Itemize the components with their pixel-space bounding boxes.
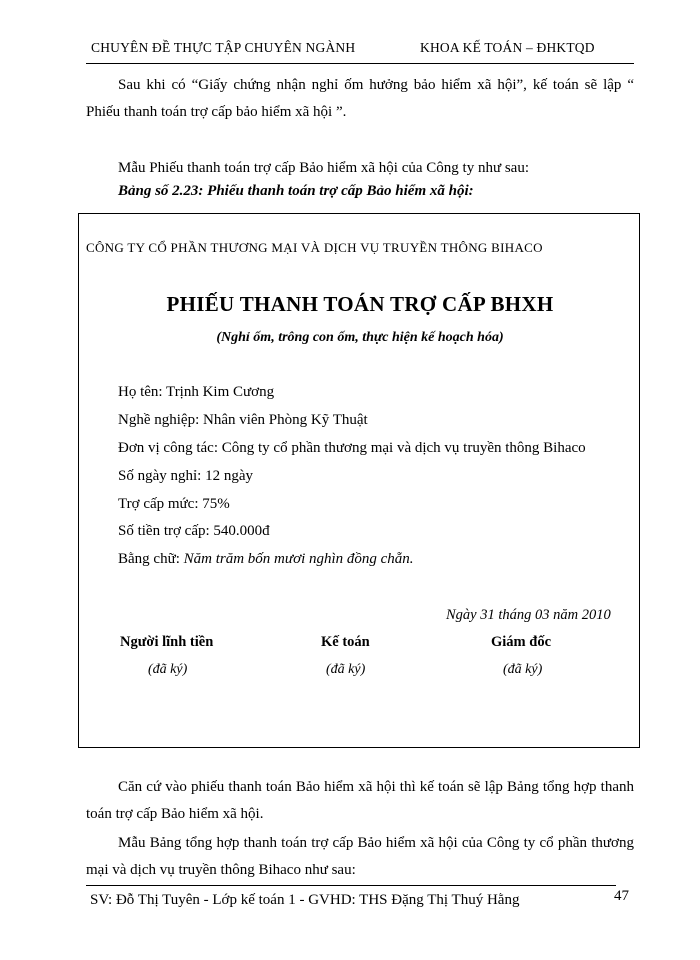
field-amount: Số tiền trợ cấp: 540.000đ	[118, 523, 270, 539]
intro-paragraph-1: Sau khi có “Giấy chứng nhận nghỉ ốm hưởng bảo hiểm xã hội”, kế toán sẽ lập “ Phiếu thanh toán trợ cấp bảo hiểm xã hội ”.	[86, 77, 634, 120]
form-subtitle: (Nghỉ ốm, trông con ốm, thực hiện kế hoạch hóa)	[216, 330, 504, 345]
outro-paragraph-2: Mẫu Bảng tổng hợp thanh toán trợ cấp Bảo hiểm xã hội của Công ty cổ phần thương mại và dịch vụ truyền thông Bihaco như sau:	[86, 835, 634, 878]
signature-note-director: (đã ký)	[503, 662, 543, 677]
field-in-words-value: Năm trăm bốn mươi nghìn đồng chẵn.	[183, 551, 414, 567]
field-in-words-label: Bằng chữ:	[118, 551, 184, 567]
field-days-off: Số ngày nghỉ: 12 ngày	[118, 468, 253, 484]
signature-note-accountant: (đã ký)	[326, 662, 366, 677]
header-right-title: KHOA KẾ TOÁN – ĐHKTQD	[420, 40, 595, 55]
form-date: Ngày 31 tháng 03 năm 2010	[446, 607, 611, 623]
footer-rule	[86, 885, 616, 886]
signature-title-recipient: Người lĩnh tiền	[120, 634, 214, 650]
form-title: PHIẾU THANH TOÁN TRỢ CẤP BHXH	[166, 292, 554, 316]
signature-title-accountant: Kế toán	[321, 634, 370, 650]
field-name: Họ tên: Trịnh Kim Cương	[118, 384, 275, 400]
field-rate: Trợ cấp mức: 75%	[118, 496, 230, 512]
field-occupation: Nghề nghiệp: Nhân viên Phòng Kỹ Thuật	[118, 412, 368, 428]
signature-title-director: Giám đốc	[491, 634, 552, 650]
outro-paragraph-1: Căn cứ vào phiếu thanh toán Bảo hiểm xã hội thì kế toán sẽ lập Bảng tổng hợp thanh toán trợ cấp Bảo hiểm xã hội.	[86, 779, 634, 822]
header-rule	[86, 63, 634, 64]
footer-student-info: SV: Đỗ Thị Tuyên - Lớp kế toán 1 - GVHD: THS Đặng Thị Thuý Hằng	[90, 892, 520, 908]
company-name: CÔNG TY CỔ PHẦN THƯƠNG MẠI VÀ DỊCH VỤ TRUYỀN THÔNG BIHACO	[86, 240, 543, 255]
field-workplace: Đơn vị công tác: Công ty cổ phần thương mại và dịch vụ truyền thông Bihaco	[118, 440, 586, 456]
header-left-title: CHUYÊN ĐỀ THỰC TẬP CHUYÊN NGÀNH	[91, 40, 356, 55]
table-caption: Bảng số 2.23: Phiếu thanh toán trợ cấp Bảo hiểm xã hội:	[118, 183, 474, 199]
field-in-words	[118, 551, 414, 568]
page-number: 47	[614, 888, 629, 904]
intro-paragraph-2: Mẫu Phiếu thanh toán trợ cấp Bảo hiểm xã hội của Công ty như sau:	[118, 160, 529, 176]
signature-note-recipient: (đã ký)	[148, 662, 188, 677]
